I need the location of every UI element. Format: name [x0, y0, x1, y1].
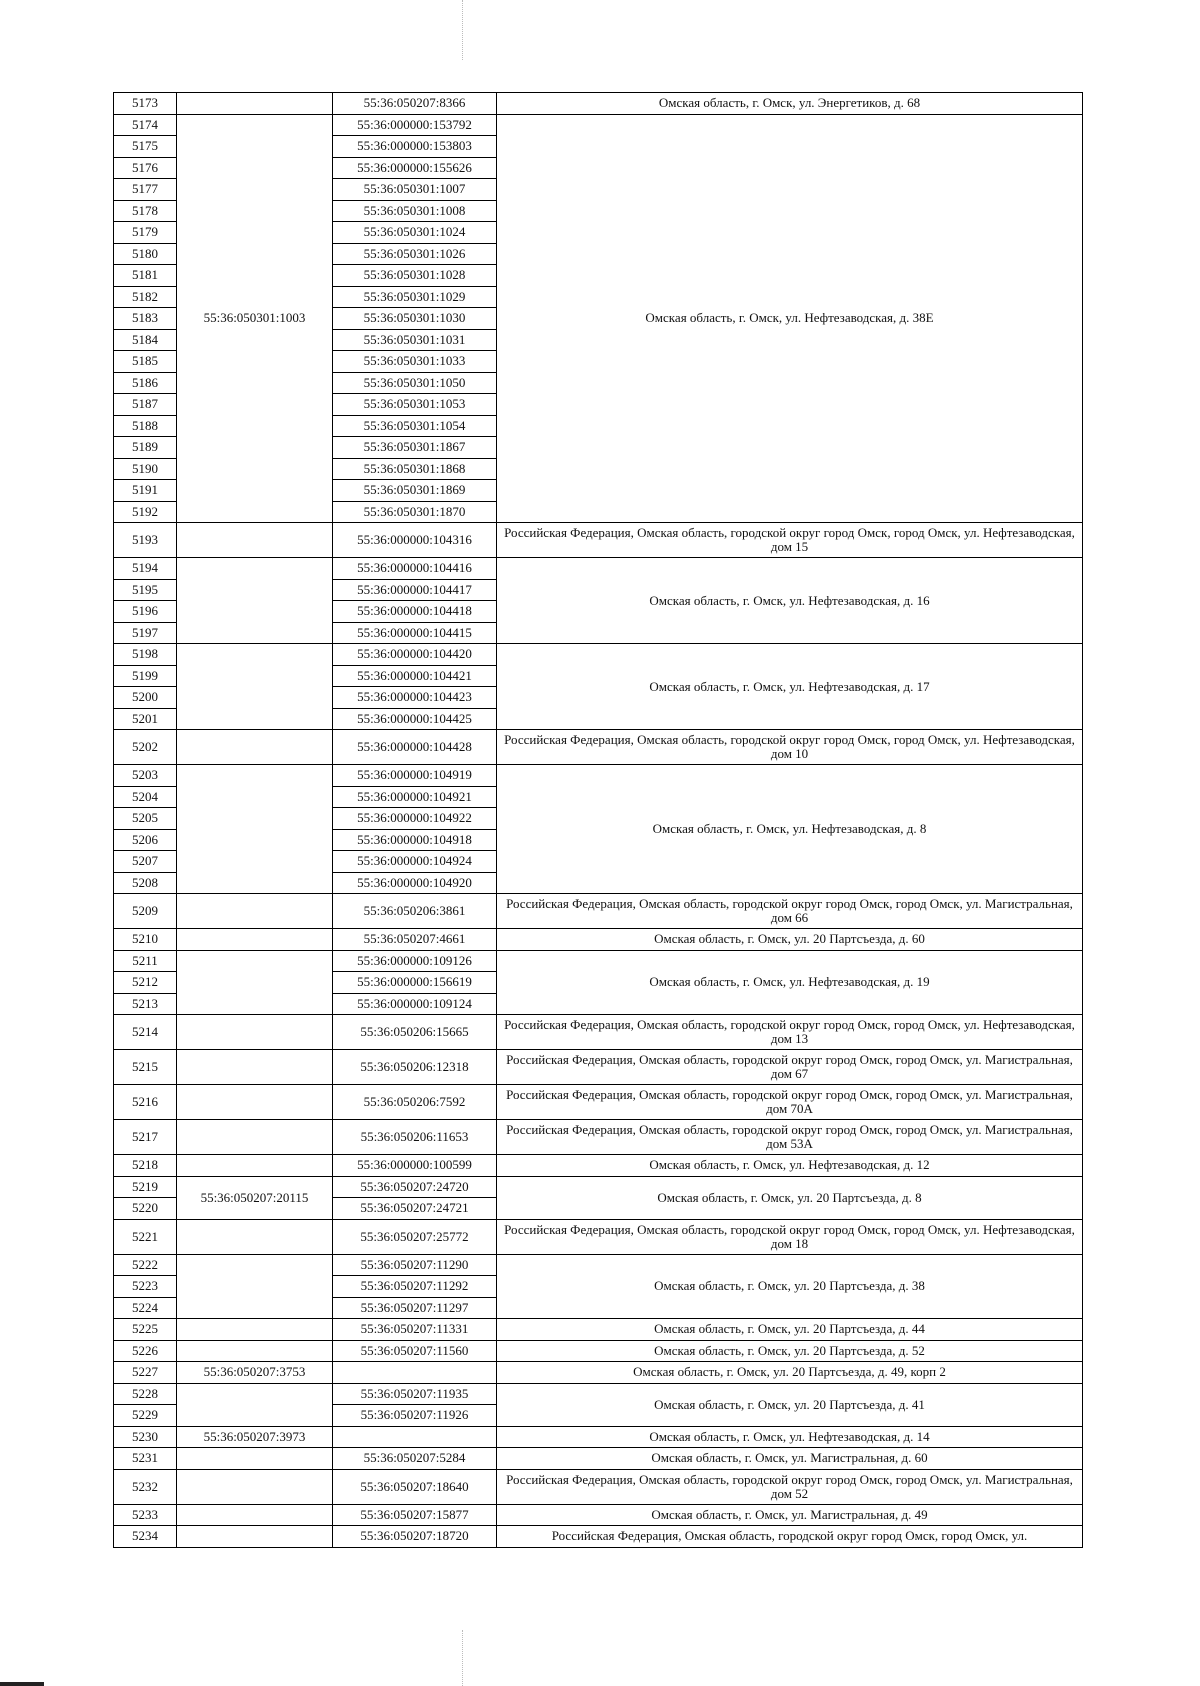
parent-cadastral-number	[177, 1448, 333, 1470]
row-number: 5218	[114, 1155, 177, 1177]
address: Омская область, г. Омск, ул. 20 Партсъезда, д. 8	[497, 1176, 1083, 1219]
cadastral-number: 55:36:050301:1026	[333, 243, 497, 265]
row-number: 5173	[114, 93, 177, 115]
table-row	[114, 730, 1083, 765]
row-number: 5188	[114, 415, 177, 437]
cadastral-number: 55:36:050207:24720	[333, 1176, 497, 1198]
cadastral-number: 55:36:050301:1030	[333, 308, 497, 330]
cadastral-number: 55:36:050207:11290	[333, 1254, 497, 1276]
cadastral-number: 55:36:000000:104920	[333, 872, 497, 894]
address: Российская Федерация, Омская область, городской округ город Омск, город Омск, ул. Магистральная, дом 53А	[497, 1120, 1083, 1155]
cadastral-number: 55:36:050301:1869	[333, 480, 497, 502]
cadastral-number: 55:36:000000:104418	[333, 601, 497, 623]
table-row	[114, 558, 1083, 580]
address: Российская Федерация, Омская область, городской округ город Омск, город Омск, ул. Магистральная, дом 66	[497, 894, 1083, 929]
cadastral-number: 55:36:050206:12318	[333, 1050, 497, 1085]
cadastral-number: 55:36:000000:104921	[333, 786, 497, 808]
parent-cadastral-number	[177, 1050, 333, 1085]
row-number: 5222	[114, 1254, 177, 1276]
cadastral-number: 55:36:000000:104316	[333, 523, 497, 558]
cadastral-number: 55:36:000000:104919	[333, 765, 497, 787]
cadastral-number: 55:36:050207:11560	[333, 1340, 497, 1362]
parent-cadastral-number	[177, 765, 333, 894]
parent-cadastral-number	[177, 1120, 333, 1155]
fold-mark-top	[462, 0, 464, 60]
table-row	[114, 114, 1083, 136]
row-number: 5230	[114, 1426, 177, 1448]
address: Омская область, г. Омск, ул. 20 Партсъезда, д. 49, корп 2	[497, 1362, 1083, 1384]
parent-cadastral-number	[177, 950, 333, 1015]
cadastral-number: 55:36:000000:104415	[333, 622, 497, 644]
row-number: 5231	[114, 1448, 177, 1470]
cadastral-number: 55:36:000000:104924	[333, 851, 497, 873]
row-number: 5204	[114, 786, 177, 808]
row-number: 5174	[114, 114, 177, 136]
row-number: 5182	[114, 286, 177, 308]
cadastral-number: 55:36:050207:11297	[333, 1297, 497, 1319]
table-row	[114, 1426, 1083, 1448]
table-row	[114, 1015, 1083, 1050]
cadastral-number: 55:36:050207:4661	[333, 929, 497, 951]
table-row	[114, 950, 1083, 972]
row-number: 5234	[114, 1526, 177, 1548]
table-row	[114, 523, 1083, 558]
row-number: 5229	[114, 1405, 177, 1427]
row-number: 5179	[114, 222, 177, 244]
address: Омская область, г. Омск, ул. 20 Партсъезда, д. 38	[497, 1254, 1083, 1319]
parent-cadastral-number	[177, 1383, 333, 1426]
cadastral-number: 55:36:050207:11935	[333, 1383, 497, 1405]
row-number: 5194	[114, 558, 177, 580]
address: Омская область, г. Омск, ул. Нефтезаводская, д. 38Е	[497, 114, 1083, 523]
row-number: 5201	[114, 708, 177, 730]
table-row	[114, 1050, 1083, 1085]
table-row	[114, 1526, 1083, 1548]
row-number: 5223	[114, 1276, 177, 1298]
row-number: 5187	[114, 394, 177, 416]
row-number: 5220	[114, 1198, 177, 1220]
row-number: 5211	[114, 950, 177, 972]
address: Российская Федерация, Омская область, городской округ город Омск, город Омск, ул. Нефтезаводская, дом 18	[497, 1219, 1083, 1254]
table-row	[114, 929, 1083, 951]
row-number: 5207	[114, 851, 177, 873]
row-number: 5175	[114, 136, 177, 158]
address: Омская область, г. Омск, ул. 20 Партсъезда, д. 41	[497, 1383, 1083, 1426]
cadastral-number: 55:36:050207:24721	[333, 1198, 497, 1220]
cadastral-number: 55:36:050206:15665	[333, 1015, 497, 1050]
cadastral-number: 55:36:050207:8366	[333, 93, 497, 115]
cadastral-number: 55:36:000000:104420	[333, 644, 497, 666]
cadastral-number: 55:36:000000:156619	[333, 972, 497, 994]
parent-cadastral-number	[177, 1469, 333, 1504]
table-row	[114, 1504, 1083, 1526]
cadastral-number: 55:36:050301:1008	[333, 200, 497, 222]
parent-cadastral-number	[177, 644, 333, 730]
address: Омская область, г. Омск, ул. Нефтезаводская, д. 16	[497, 558, 1083, 644]
cadastral-number: 55:36:050207:18640	[333, 1469, 497, 1504]
table-row	[114, 1085, 1083, 1120]
address: Омская область, г. Омск, ул. Энергетиков, д. 68	[497, 93, 1083, 115]
cadastral-number: 55:36:050301:1024	[333, 222, 497, 244]
cadastral-number	[333, 1426, 497, 1448]
registry-body	[114, 93, 1083, 1548]
parent-cadastral-number	[177, 1085, 333, 1120]
cadastral-number: 55:36:050207:11331	[333, 1319, 497, 1341]
row-number: 5205	[114, 808, 177, 830]
row-number: 5208	[114, 872, 177, 894]
row-number: 5178	[114, 200, 177, 222]
parent-cadastral-number: 55:36:050207:20115	[177, 1176, 333, 1219]
table-row	[114, 1319, 1083, 1341]
parent-cadastral-number	[177, 1015, 333, 1050]
cadastral-number: 55:36:000000:109124	[333, 993, 497, 1015]
row-number: 5221	[114, 1219, 177, 1254]
row-number: 5216	[114, 1085, 177, 1120]
row-number: 5215	[114, 1050, 177, 1085]
cadastral-number: 55:36:050206:7592	[333, 1085, 497, 1120]
row-number: 5176	[114, 157, 177, 179]
table-row	[114, 765, 1083, 787]
row-number: 5195	[114, 579, 177, 601]
address: Омская область, г. Омск, ул. Нефтезаводская, д. 14	[497, 1426, 1083, 1448]
cadastral-number: 55:36:050301:1029	[333, 286, 497, 308]
row-number: 5202	[114, 730, 177, 765]
parent-cadastral-number	[177, 894, 333, 929]
parent-cadastral-number	[177, 1254, 333, 1319]
row-number: 5185	[114, 351, 177, 373]
row-number: 5212	[114, 972, 177, 994]
row-number: 5206	[114, 829, 177, 851]
address: Омская область, г. Омск, ул. Магистральная, д. 60	[497, 1448, 1083, 1470]
row-number: 5232	[114, 1469, 177, 1504]
cadastral-number: 55:36:050301:1870	[333, 501, 497, 523]
cadastral-number: 55:36:000000:104922	[333, 808, 497, 830]
address: Омская область, г. Омск, ул. Нефтезаводская, д. 12	[497, 1155, 1083, 1177]
parent-cadastral-number: 55:36:050207:3973	[177, 1426, 333, 1448]
cadastral-number: 55:36:050301:1050	[333, 372, 497, 394]
parent-cadastral-number: 55:36:050207:3753	[177, 1362, 333, 1384]
row-number: 5197	[114, 622, 177, 644]
row-number: 5181	[114, 265, 177, 287]
row-number: 5186	[114, 372, 177, 394]
row-number: 5214	[114, 1015, 177, 1050]
row-number: 5199	[114, 665, 177, 687]
row-number: 5225	[114, 1319, 177, 1341]
table-row	[114, 1448, 1083, 1470]
address: Омская область, г. Омск, ул. Магистральная, д. 49	[497, 1504, 1083, 1526]
row-number: 5228	[114, 1383, 177, 1405]
cadastral-number: 55:36:050207:25772	[333, 1219, 497, 1254]
cadastral-number: 55:36:000000:104417	[333, 579, 497, 601]
cadastral-number: 55:36:000000:104423	[333, 687, 497, 709]
cadastral-number: 55:36:050301:1031	[333, 329, 497, 351]
row-number: 5191	[114, 480, 177, 502]
parent-cadastral-number	[177, 93, 333, 115]
table-row	[114, 1176, 1083, 1198]
cadastral-number: 55:36:000000:100599	[333, 1155, 497, 1177]
row-number: 5193	[114, 523, 177, 558]
table-row	[114, 644, 1083, 666]
row-number: 5198	[114, 644, 177, 666]
row-number: 5177	[114, 179, 177, 201]
parent-cadastral-number	[177, 1526, 333, 1548]
cadastral-number: 55:36:050207:5284	[333, 1448, 497, 1470]
cadastral-number: 55:36:000000:104918	[333, 829, 497, 851]
cadastral-number: 55:36:050207:11926	[333, 1405, 497, 1427]
row-number: 5227	[114, 1362, 177, 1384]
cadastral-number	[333, 1362, 497, 1384]
address: Российская Федерация, Омская область, городской округ город Омск, город Омск, ул.	[497, 1526, 1083, 1548]
row-number: 5200	[114, 687, 177, 709]
parent-cadastral-number	[177, 929, 333, 951]
row-number: 5217	[114, 1120, 177, 1155]
cadastral-number: 55:36:000000:153792	[333, 114, 497, 136]
cadastral-number: 55:36:000000:104416	[333, 558, 497, 580]
parent-cadastral-number: 55:36:050301:1003	[177, 114, 333, 523]
address: Омская область, г. Омск, ул. Нефтезаводская, д. 8	[497, 765, 1083, 894]
table-row	[114, 894, 1083, 929]
address: Омская область, г. Омск, ул. 20 Партсъезда, д. 60	[497, 929, 1083, 951]
parent-cadastral-number	[177, 1155, 333, 1177]
row-number: 5209	[114, 894, 177, 929]
row-number: 5196	[114, 601, 177, 623]
cadastral-number: 55:36:000000:104428	[333, 730, 497, 765]
table-row	[114, 1120, 1083, 1155]
cadastral-number: 55:36:050206:3861	[333, 894, 497, 929]
row-number: 5213	[114, 993, 177, 1015]
row-number: 5180	[114, 243, 177, 265]
cadastral-number: 55:36:050301:1033	[333, 351, 497, 373]
address: Омская область, г. Омск, ул. Нефтезаводская, д. 17	[497, 644, 1083, 730]
table-row	[114, 1219, 1083, 1254]
row-number: 5219	[114, 1176, 177, 1198]
cadastral-number: 55:36:050301:1007	[333, 179, 497, 201]
row-number: 5183	[114, 308, 177, 330]
table-row	[114, 1254, 1083, 1276]
parent-cadastral-number	[177, 558, 333, 644]
parent-cadastral-number	[177, 730, 333, 765]
row-number: 5210	[114, 929, 177, 951]
row-number: 5190	[114, 458, 177, 480]
parent-cadastral-number	[177, 1340, 333, 1362]
cadastral-number: 55:36:050301:1868	[333, 458, 497, 480]
scan-edge-mark	[0, 1682, 44, 1686]
address: Российская Федерация, Омская область, городской округ город Омск, город Омск, ул. Нефтезаводская, дом 15	[497, 523, 1083, 558]
parent-cadastral-number	[177, 523, 333, 558]
address: Омская область, г. Омск, ул. 20 Партсъезда, д. 52	[497, 1340, 1083, 1362]
table-row	[114, 1340, 1083, 1362]
address: Омская область, г. Омск, ул. 20 Партсъезда, д. 44	[497, 1319, 1083, 1341]
table-row	[114, 1383, 1083, 1405]
row-number: 5192	[114, 501, 177, 523]
registry-table	[113, 92, 1083, 1548]
address: Российская Федерация, Омская область, городской округ город Омск, город Омск, ул. Нефтезаводская, дом 13	[497, 1015, 1083, 1050]
cadastral-number: 55:36:000000:104421	[333, 665, 497, 687]
cadastral-number: 55:36:050207:18720	[333, 1526, 497, 1548]
address: Российская Федерация, Омская область, городской округ город Омск, город Омск, ул. Магистральная, дом 52	[497, 1469, 1083, 1504]
address: Омская область, г. Омск, ул. Нефтезаводская, д. 19	[497, 950, 1083, 1015]
table-row	[114, 1155, 1083, 1177]
parent-cadastral-number	[177, 1219, 333, 1254]
table-row	[114, 93, 1083, 115]
address: Российская Федерация, Омская область, городской округ город Омск, город Омск, ул. Магистральная, дом 70А	[497, 1085, 1083, 1120]
row-number: 5203	[114, 765, 177, 787]
cadastral-number: 55:36:050206:11653	[333, 1120, 497, 1155]
cadastral-number: 55:36:000000:109126	[333, 950, 497, 972]
table-row	[114, 1469, 1083, 1504]
row-number: 5189	[114, 437, 177, 459]
address: Российская Федерация, Омская область, городской округ город Омск, город Омск, ул. Нефтезаводская, дом 10	[497, 730, 1083, 765]
fold-mark-bottom	[462, 1630, 464, 1686]
cadastral-number: 55:36:000000:104425	[333, 708, 497, 730]
parent-cadastral-number	[177, 1319, 333, 1341]
cadastral-number: 55:36:050301:1054	[333, 415, 497, 437]
row-number: 5233	[114, 1504, 177, 1526]
cadastral-number: 55:36:050301:1028	[333, 265, 497, 287]
row-number: 5226	[114, 1340, 177, 1362]
parent-cadastral-number	[177, 1504, 333, 1526]
cadastral-number: 55:36:050207:11292	[333, 1276, 497, 1298]
cadastral-number: 55:36:000000:155626	[333, 157, 497, 179]
cadastral-number: 55:36:050301:1867	[333, 437, 497, 459]
address: Российская Федерация, Омская область, городской округ город Омск, город Омск, ул. Магистральная, дом 67	[497, 1050, 1083, 1085]
row-number: 5184	[114, 329, 177, 351]
cadastral-number: 55:36:050301:1053	[333, 394, 497, 416]
cadastral-number: 55:36:050207:15877	[333, 1504, 497, 1526]
cadastral-number: 55:36:000000:153803	[333, 136, 497, 158]
table-row	[114, 1362, 1083, 1384]
row-number: 5224	[114, 1297, 177, 1319]
